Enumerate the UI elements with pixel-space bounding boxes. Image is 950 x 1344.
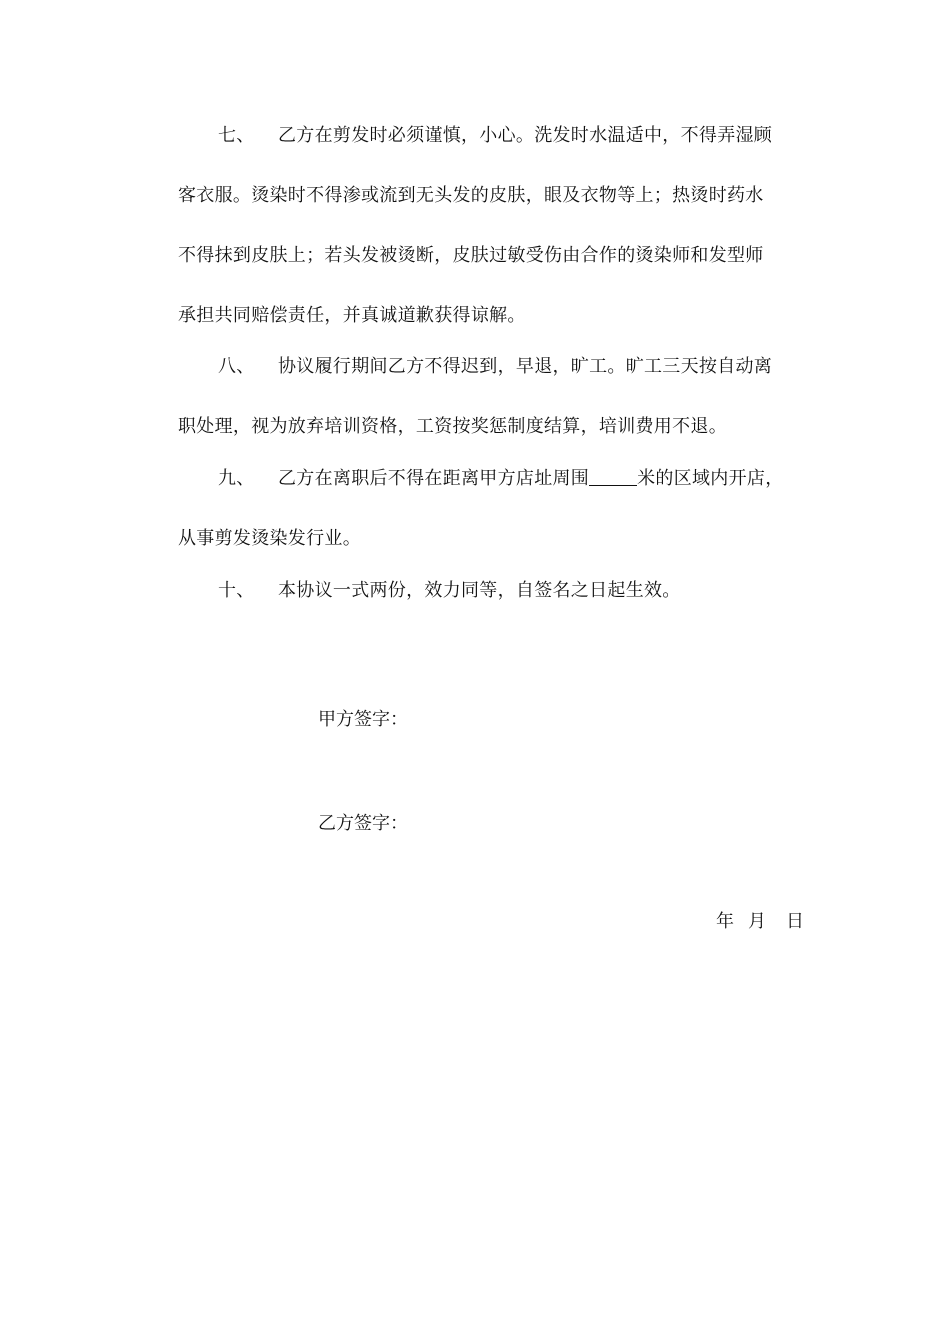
clause-first-line — [178, 106, 806, 166]
clause-number: 七、 — [218, 125, 255, 146]
date-day-label: 日 — [786, 911, 804, 932]
party-b-signature-label: 乙方签字： — [318, 813, 408, 834]
clause-first-line — [178, 337, 806, 397]
clause-number: 八、 — [218, 356, 255, 377]
clause-7 — [178, 106, 806, 346]
clause-text: 不得抹到皮肤上；若头发被烫断，皮肤过敏受伤由合作的烫染师和发型师 — [178, 245, 764, 266]
clause-first-line — [178, 561, 806, 621]
clause-first-line — [178, 449, 806, 509]
clause-text: 客衣服。烫染时不得渗或流到无头发的皮肤，眼及衣物等上；热烫时药水 — [178, 185, 764, 206]
clause-text: 协议履行期间乙方不得迟到，早退，旷工。旷工三天按自动离 — [278, 356, 773, 377]
date-year-label: 年 — [716, 911, 734, 932]
clause-text: 米的区域内开店， — [637, 468, 784, 489]
clause-10 — [178, 561, 806, 621]
clause-number: 九、 — [218, 468, 255, 489]
clause-text: 乙方在离职后不得在距离甲方店址周围 — [278, 468, 590, 489]
date-month-label: 月 — [748, 911, 766, 932]
clause-text: 职处理，视为放弃培训资格，工资按奖惩制度结算，培训费用不退。 — [178, 416, 727, 437]
clause-text: 承担共同赔偿责任，并真诚道歉获得谅解。 — [178, 305, 526, 326]
clause-text: 本协议一式两份，效力同等，自签名之日起生效。 — [278, 580, 681, 601]
clause-number: 十、 — [218, 580, 255, 601]
party-a-signature-label: 甲方签字： — [318, 709, 408, 730]
date-line — [716, 910, 804, 934]
clause-text: 从事剪发烫染发行业。 — [178, 528, 361, 549]
clause-text: 乙方在剪发时必须谨慎，小心。洗发时水温适中，不得弄湿顾 — [278, 125, 773, 146]
clause-9 — [178, 449, 806, 569]
distance-blank-field — [589, 467, 637, 486]
clause-8 — [178, 337, 806, 457]
